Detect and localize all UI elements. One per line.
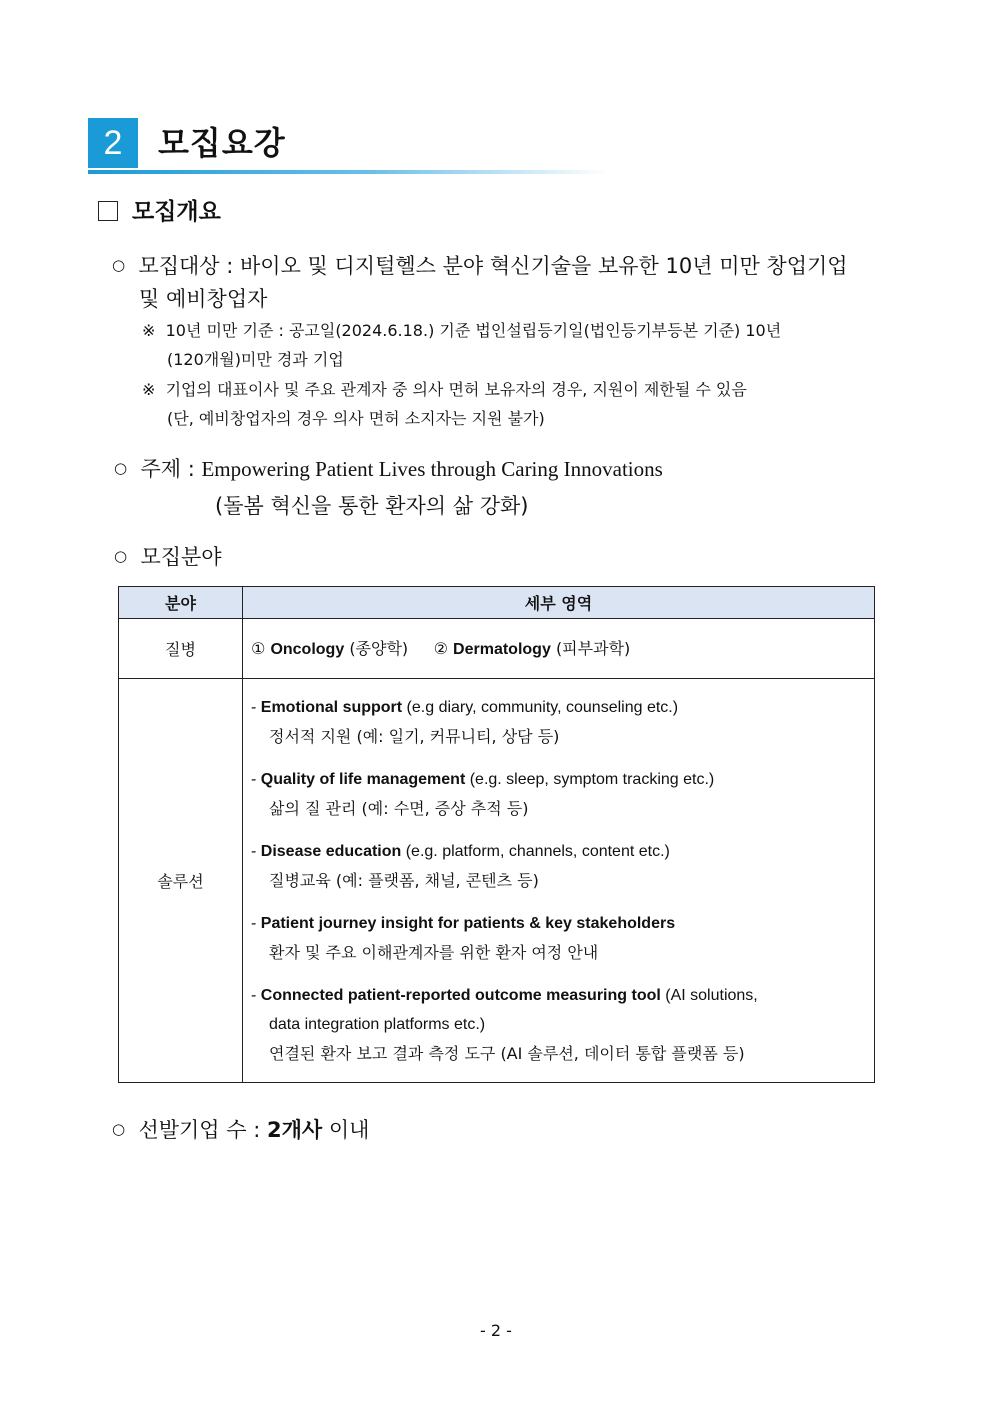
category-disease: 질병 [119, 619, 243, 679]
selection-label: 선발기업 수 : [138, 1118, 267, 1142]
disease-ko-2: (피부과학) [555, 638, 631, 658]
solution-title: Emotional support [260, 699, 403, 716]
table-row-disease [119, 619, 875, 679]
circle-bullet-icon: ○ [114, 547, 128, 565]
note-mark-icon: ※ [142, 321, 156, 340]
category-solution: 솔루션 [119, 679, 243, 1083]
solution-title: Connected patient-reported outcome measuring tool [260, 987, 661, 1004]
theme-english: Empowering Patient Lives through Caring Innovations [201, 457, 663, 481]
solution-item: - Quality of life management (e.g. sleep, symptom tracking etc.) 삶의 질 관리 (예: 수면, 증상 추적 등) [251, 765, 874, 823]
note-1-line1: 10년 미만 기준 : 공고일(2024.6.18.) 기준 법인설립등기일(법인등기부등본 기준) 10년 [165, 321, 782, 340]
note-2-line2: (단, 예비창업자의 경우 의사 면허 소지자는 지원 불가) [167, 409, 545, 428]
section-title: 모집요강 [158, 124, 286, 162]
theme-label: 주제 : [140, 457, 202, 481]
solution-detail [243, 679, 875, 1083]
solution-examples: (e.g diary, community, counseling etc.) [402, 699, 679, 716]
target-line1: 모집대상 : 바이오 및 디지털헬스 분야 혁신기술을 보유한 10년 미만 창업기업 [138, 254, 848, 278]
header-detail: 세부 영역 [243, 587, 875, 619]
note-1 [142, 320, 781, 342]
table-header-row [119, 587, 875, 619]
selection-bullet [112, 1114, 369, 1145]
page-number: - 2 - [480, 1321, 512, 1340]
solution-item: - Connected patient-reported outcome measuring tool (AI solutions, data integration platforms etc.) 연결된 환자 보고 결과 측정 도구 (AI 솔루션, 데이터 통합 플랫폼 등) [251, 981, 874, 1068]
note-2-line1: 기업의 대표이사 및 주요 관계자 중 의사 면허 보유자의 경우, 지원이 제한될 수 있음 [165, 380, 747, 399]
disease-detail [243, 619, 875, 679]
overview-heading-text: 모집개요 [132, 199, 221, 225]
solution-title: Disease education [260, 843, 402, 860]
circle-bullet-icon: ○ [114, 459, 128, 477]
theme-korean: (돌봄 혁신을 통한 환자의 삶 강화) [215, 494, 529, 518]
solution-item: - Emotional support (e.g diary, community, counseling etc.) 정서적 지원 (예: 일기, 커뮤니티, 상담 등) [251, 693, 874, 751]
solution-examples: (AI solutions, [660, 987, 758, 1004]
fields-table [118, 586, 875, 1083]
solution-examples: (e.g. sleep, symptom tracking etc.) [465, 771, 715, 788]
solution-korean: 질병교육 (예: 플랫폼, 채널, 콘텐츠 등) [269, 871, 539, 890]
selection-count: 2개사 [266, 1118, 323, 1142]
solution-korean: 정서적 지원 (예: 일기, 커뮤니티, 상담 등) [269, 727, 560, 746]
solution-item: - Disease education (e.g. platform, channels, content etc.) 질병교육 (예: 플랫폼, 채널, 콘텐츠 등) [251, 837, 874, 895]
table-row-solution [119, 679, 875, 1083]
circle-bullet-icon: ○ [112, 256, 126, 274]
solution-examples: (e.g. platform, channels, content etc.) [401, 843, 670, 860]
header-category: 분야 [119, 587, 243, 619]
fields-label: 모집분야 [140, 545, 222, 569]
section-underline [88, 170, 608, 174]
solution-korean: 삶의 질 관리 (예: 수면, 증상 추적 등) [269, 799, 529, 818]
checkbox-icon [98, 201, 118, 221]
solution-item: - Patient journey insight for patients & key stakeholders 환자 및 주요 이해관계자를 위한 환자 여정 안내 [251, 909, 874, 967]
section-header [88, 118, 608, 174]
solution-korean: 연결된 환자 보고 결과 측정 도구 (AI 솔루션, 데이터 통합 플랫폼 등) [269, 1044, 745, 1063]
solution-title: Quality of life management [260, 771, 466, 788]
theme-bullet [114, 453, 663, 484]
target-line2: 및 예비창업자 [139, 287, 268, 311]
note-1-line2: (120개월)미만 경과 기업 [167, 350, 344, 369]
disease-ko-1: (종양학) [349, 638, 409, 658]
solution-title: Patient journey insight for patients & key stakeholders [260, 915, 676, 932]
overview-heading [98, 196, 221, 228]
fields-bullet [114, 541, 222, 572]
selection-suffix: 이내 [322, 1118, 370, 1142]
disease-num-2: ② [433, 638, 448, 658]
note-2 [142, 379, 747, 401]
circle-bullet-icon: ○ [112, 1120, 126, 1138]
target-bullet [112, 250, 848, 281]
solution-examples-cont: data integration platforms etc.) [269, 1016, 486, 1033]
disease-en-2: Dermatology [453, 640, 551, 658]
note-mark-icon: ※ [142, 380, 156, 399]
disease-en-1: Oncology [270, 640, 345, 658]
section-number-badge: 2 [88, 118, 138, 168]
solution-korean: 환자 및 주요 이해관계자를 위한 환자 여정 안내 [269, 943, 599, 962]
disease-num-1: ① [251, 638, 266, 658]
